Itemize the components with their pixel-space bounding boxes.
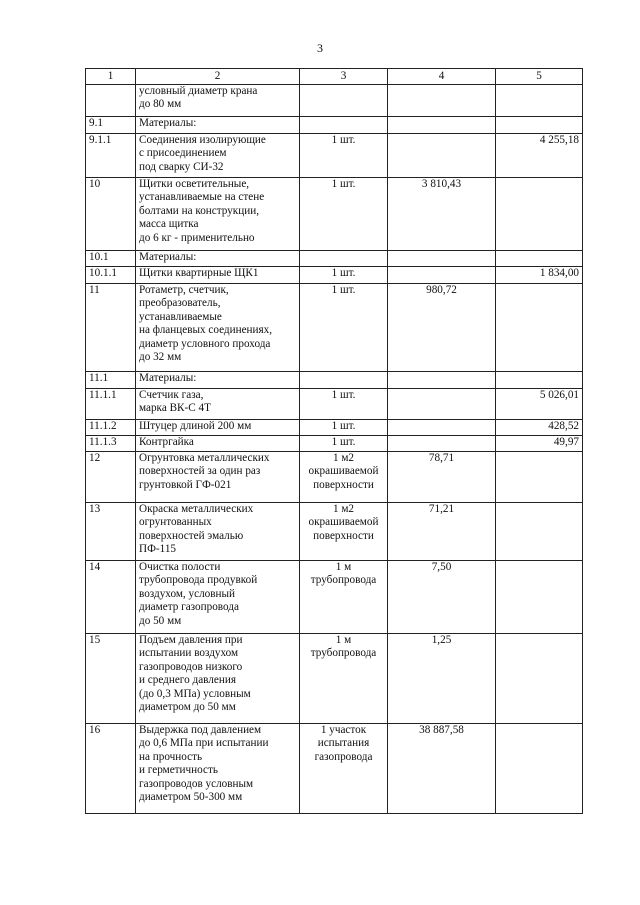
material-cost <box>496 503 583 561</box>
work-cost: 38 887,58 <box>388 724 496 814</box>
item-description <box>136 634 300 724</box>
item-unit <box>300 284 388 372</box>
work-cost: 3 810,43 <box>388 178 496 251</box>
material-cost <box>496 452 583 503</box>
description-line: испытании воздухом <box>139 647 239 660</box>
unit-line: трубопровода <box>310 574 377 587</box>
work-cost <box>388 389 496 420</box>
description-line: и герметичность <box>139 764 218 777</box>
item-number <box>86 85 136 117</box>
description-line: трубопровода продувкой <box>139 574 258 587</box>
item-unit <box>300 561 388 634</box>
table-row <box>86 503 583 561</box>
unit-line: 1 шт. <box>331 267 356 279</box>
description-line: Штуцер длиной 200 мм <box>139 420 252 432</box>
item-number: 16 <box>86 724 136 814</box>
unit-line: 1 шт. <box>331 436 356 448</box>
description-line: Ротаметр, счетчик, <box>139 284 229 296</box>
work-cost: 71,21 <box>388 503 496 561</box>
work-cost <box>388 134 496 178</box>
item-unit <box>300 117 388 134</box>
description-line: поверхностей эмалью <box>139 529 244 542</box>
description-line: преобразователь, <box>139 297 221 310</box>
description-line: диаметр условного прохода <box>139 337 271 350</box>
item-number: 10.1.1 <box>86 267 136 284</box>
column-header: 3 <box>300 69 388 85</box>
unit-line: 1 шт. <box>331 420 356 432</box>
item-unit <box>300 372 388 389</box>
description-line: (до 0,3 МПа) условным <box>139 687 251 700</box>
price-table <box>85 68 583 814</box>
unit-line: 1 шт. <box>331 134 356 146</box>
item-number: 10 <box>86 178 136 251</box>
header-row <box>86 69 583 85</box>
item-unit <box>300 251 388 267</box>
work-cost <box>388 436 496 452</box>
material-cost <box>496 724 583 814</box>
column-header: 4 <box>388 69 496 85</box>
unit-line: окрашиваемой <box>308 465 379 478</box>
item-unit <box>300 503 388 561</box>
description-line: газопроводов условным <box>139 777 254 790</box>
description-line: Материалы: <box>139 372 197 384</box>
unit-line: 1 м2 <box>332 452 355 464</box>
unit-line: 1 участок <box>320 724 367 736</box>
material-cost <box>496 85 583 117</box>
item-unit <box>300 452 388 503</box>
description-line: под сварку СИ-32 <box>139 160 224 173</box>
page-number: 3 <box>317 41 323 55</box>
description-line: Подъем давления при <box>139 634 243 646</box>
description-line: и среднего давления <box>139 674 236 687</box>
description-line: Щитки квартирные ЩК1 <box>139 267 259 279</box>
material-cost: 49,97 <box>496 436 583 452</box>
table-row <box>86 634 583 724</box>
description-line: Очистка полости <box>139 561 221 573</box>
description-line: Соединения изолирующие <box>139 134 266 146</box>
table-body <box>86 69 583 814</box>
work-cost <box>388 267 496 284</box>
item-unit <box>300 85 388 117</box>
description-line: условный диаметр крана <box>139 85 258 97</box>
description-line: болтами на конструкции, <box>139 204 259 217</box>
item-number: 14 <box>86 561 136 634</box>
description-line: Щитки осветительные, <box>139 178 250 190</box>
item-description <box>136 452 300 503</box>
description-line: масса щитка <box>139 218 199 231</box>
item-number: 13 <box>86 503 136 561</box>
description-line: до 32 мм <box>139 351 182 364</box>
description-line: диаметром до 50 мм <box>139 701 236 714</box>
item-number: 11.1.2 <box>86 420 136 436</box>
unit-line: поверхности <box>313 529 374 542</box>
work-cost <box>388 117 496 134</box>
item-description <box>136 561 300 634</box>
item-description <box>136 178 300 251</box>
work-cost: 1,25 <box>388 634 496 724</box>
unit-line: газопровода <box>314 750 373 763</box>
unit-line: 1 шт. <box>331 178 356 190</box>
description-line: устанавливаемые <box>139 310 222 323</box>
work-cost: 78,71 <box>388 452 496 503</box>
item-description <box>136 85 300 117</box>
item-number: 12 <box>86 452 136 503</box>
material-cost: 1 834,00 <box>496 267 583 284</box>
description-line: Материалы: <box>139 251 197 263</box>
description-line: Огрунтовка металлических <box>139 452 270 464</box>
description-line: огрунтованных <box>139 516 212 529</box>
description-line: ПФ-115 <box>139 543 177 556</box>
table-row <box>86 134 583 178</box>
column-header: 2 <box>136 69 300 85</box>
item-description <box>136 724 300 814</box>
material-cost <box>496 372 583 389</box>
table-row <box>86 724 583 814</box>
description-line: до 6 кг - применительно <box>139 231 255 244</box>
work-cost: 980,72 <box>388 284 496 372</box>
description-line: грунтовкой ГФ-021 <box>139 478 232 491</box>
table-row <box>86 267 583 284</box>
table-row <box>86 284 583 372</box>
table-row <box>86 389 583 420</box>
item-number: 10.1 <box>86 251 136 267</box>
unit-line: 1 м2 <box>332 503 355 515</box>
material-cost <box>496 634 583 724</box>
work-cost <box>388 85 496 117</box>
description-line: Материалы: <box>139 117 197 129</box>
item-number: 9.1.1 <box>86 134 136 178</box>
column-header: 1 <box>86 69 136 85</box>
description-line: на прочность <box>139 750 203 763</box>
table-row <box>86 452 583 503</box>
description-line: диаметром 50-300 мм <box>139 791 243 804</box>
table-row <box>86 178 583 251</box>
unit-line: испытания <box>317 737 370 750</box>
item-number: 11.1 <box>86 372 136 389</box>
work-cost <box>388 420 496 436</box>
item-unit <box>300 436 388 452</box>
item-description <box>136 267 300 284</box>
material-cost: 5 026,01 <box>496 389 583 420</box>
item-number: 11 <box>86 284 136 372</box>
description-line: с присоединением <box>139 147 227 160</box>
item-description <box>136 251 300 267</box>
work-cost <box>388 372 496 389</box>
item-description <box>136 389 300 420</box>
item-unit <box>300 420 388 436</box>
column-header: 5 <box>496 69 583 85</box>
material-cost <box>496 251 583 267</box>
item-number: 9.1 <box>86 117 136 134</box>
material-cost <box>496 117 583 134</box>
item-description <box>136 134 300 178</box>
description-line: поверхностей за один раз <box>139 465 261 478</box>
item-unit <box>300 178 388 251</box>
table-row <box>86 561 583 634</box>
unit-line: 1 м <box>335 561 352 573</box>
work-cost: 7,50 <box>388 561 496 634</box>
item-description <box>136 372 300 389</box>
material-cost <box>496 561 583 634</box>
item-description <box>136 117 300 134</box>
table-row <box>86 117 583 134</box>
table-row <box>86 420 583 436</box>
description-line: диаметр газопровода <box>139 601 239 614</box>
description-line: Контргайка <box>139 436 194 448</box>
description-line: устанавливаемые на стене <box>139 191 265 204</box>
description-line: газопроводов низкого <box>139 660 243 673</box>
description-line: марка ВК-С 4Т <box>139 402 211 415</box>
table-row <box>86 251 583 267</box>
item-number: 11.1.3 <box>86 436 136 452</box>
item-description <box>136 284 300 372</box>
item-number: 15 <box>86 634 136 724</box>
material-cost: 428,52 <box>496 420 583 436</box>
item-unit <box>300 634 388 724</box>
item-unit <box>300 389 388 420</box>
table-row <box>86 85 583 117</box>
item-number: 11.1.1 <box>86 389 136 420</box>
item-description <box>136 503 300 561</box>
material-cost <box>496 178 583 251</box>
description-line: до 0,6 МПа при испытании <box>139 737 269 750</box>
description-line: на фланцевых соединениях, <box>139 324 273 337</box>
item-description <box>136 436 300 452</box>
item-unit <box>300 134 388 178</box>
unit-line: поверхности <box>313 478 374 491</box>
material-cost <box>496 284 583 372</box>
material-cost: 4 255,18 <box>496 134 583 178</box>
description-line: Окраска металлических <box>139 503 254 515</box>
unit-line: 1 шт. <box>331 284 356 296</box>
description-line: Выдержка под давлением <box>139 724 262 736</box>
description-line: до 80 мм <box>139 98 182 111</box>
unit-line: окрашиваемой <box>308 516 379 529</box>
work-cost <box>388 251 496 267</box>
unit-line: 1 шт. <box>331 389 356 401</box>
description-line: воздухом, условный <box>139 587 236 600</box>
description-line: до 50 мм <box>139 614 182 627</box>
table-row <box>86 372 583 389</box>
item-unit <box>300 267 388 284</box>
unit-line: трубопровода <box>310 647 377 660</box>
description-line: Счетчик газа, <box>139 389 204 401</box>
unit-line: 1 м <box>335 634 352 646</box>
item-unit <box>300 724 388 814</box>
table-row <box>86 436 583 452</box>
item-description <box>136 420 300 436</box>
